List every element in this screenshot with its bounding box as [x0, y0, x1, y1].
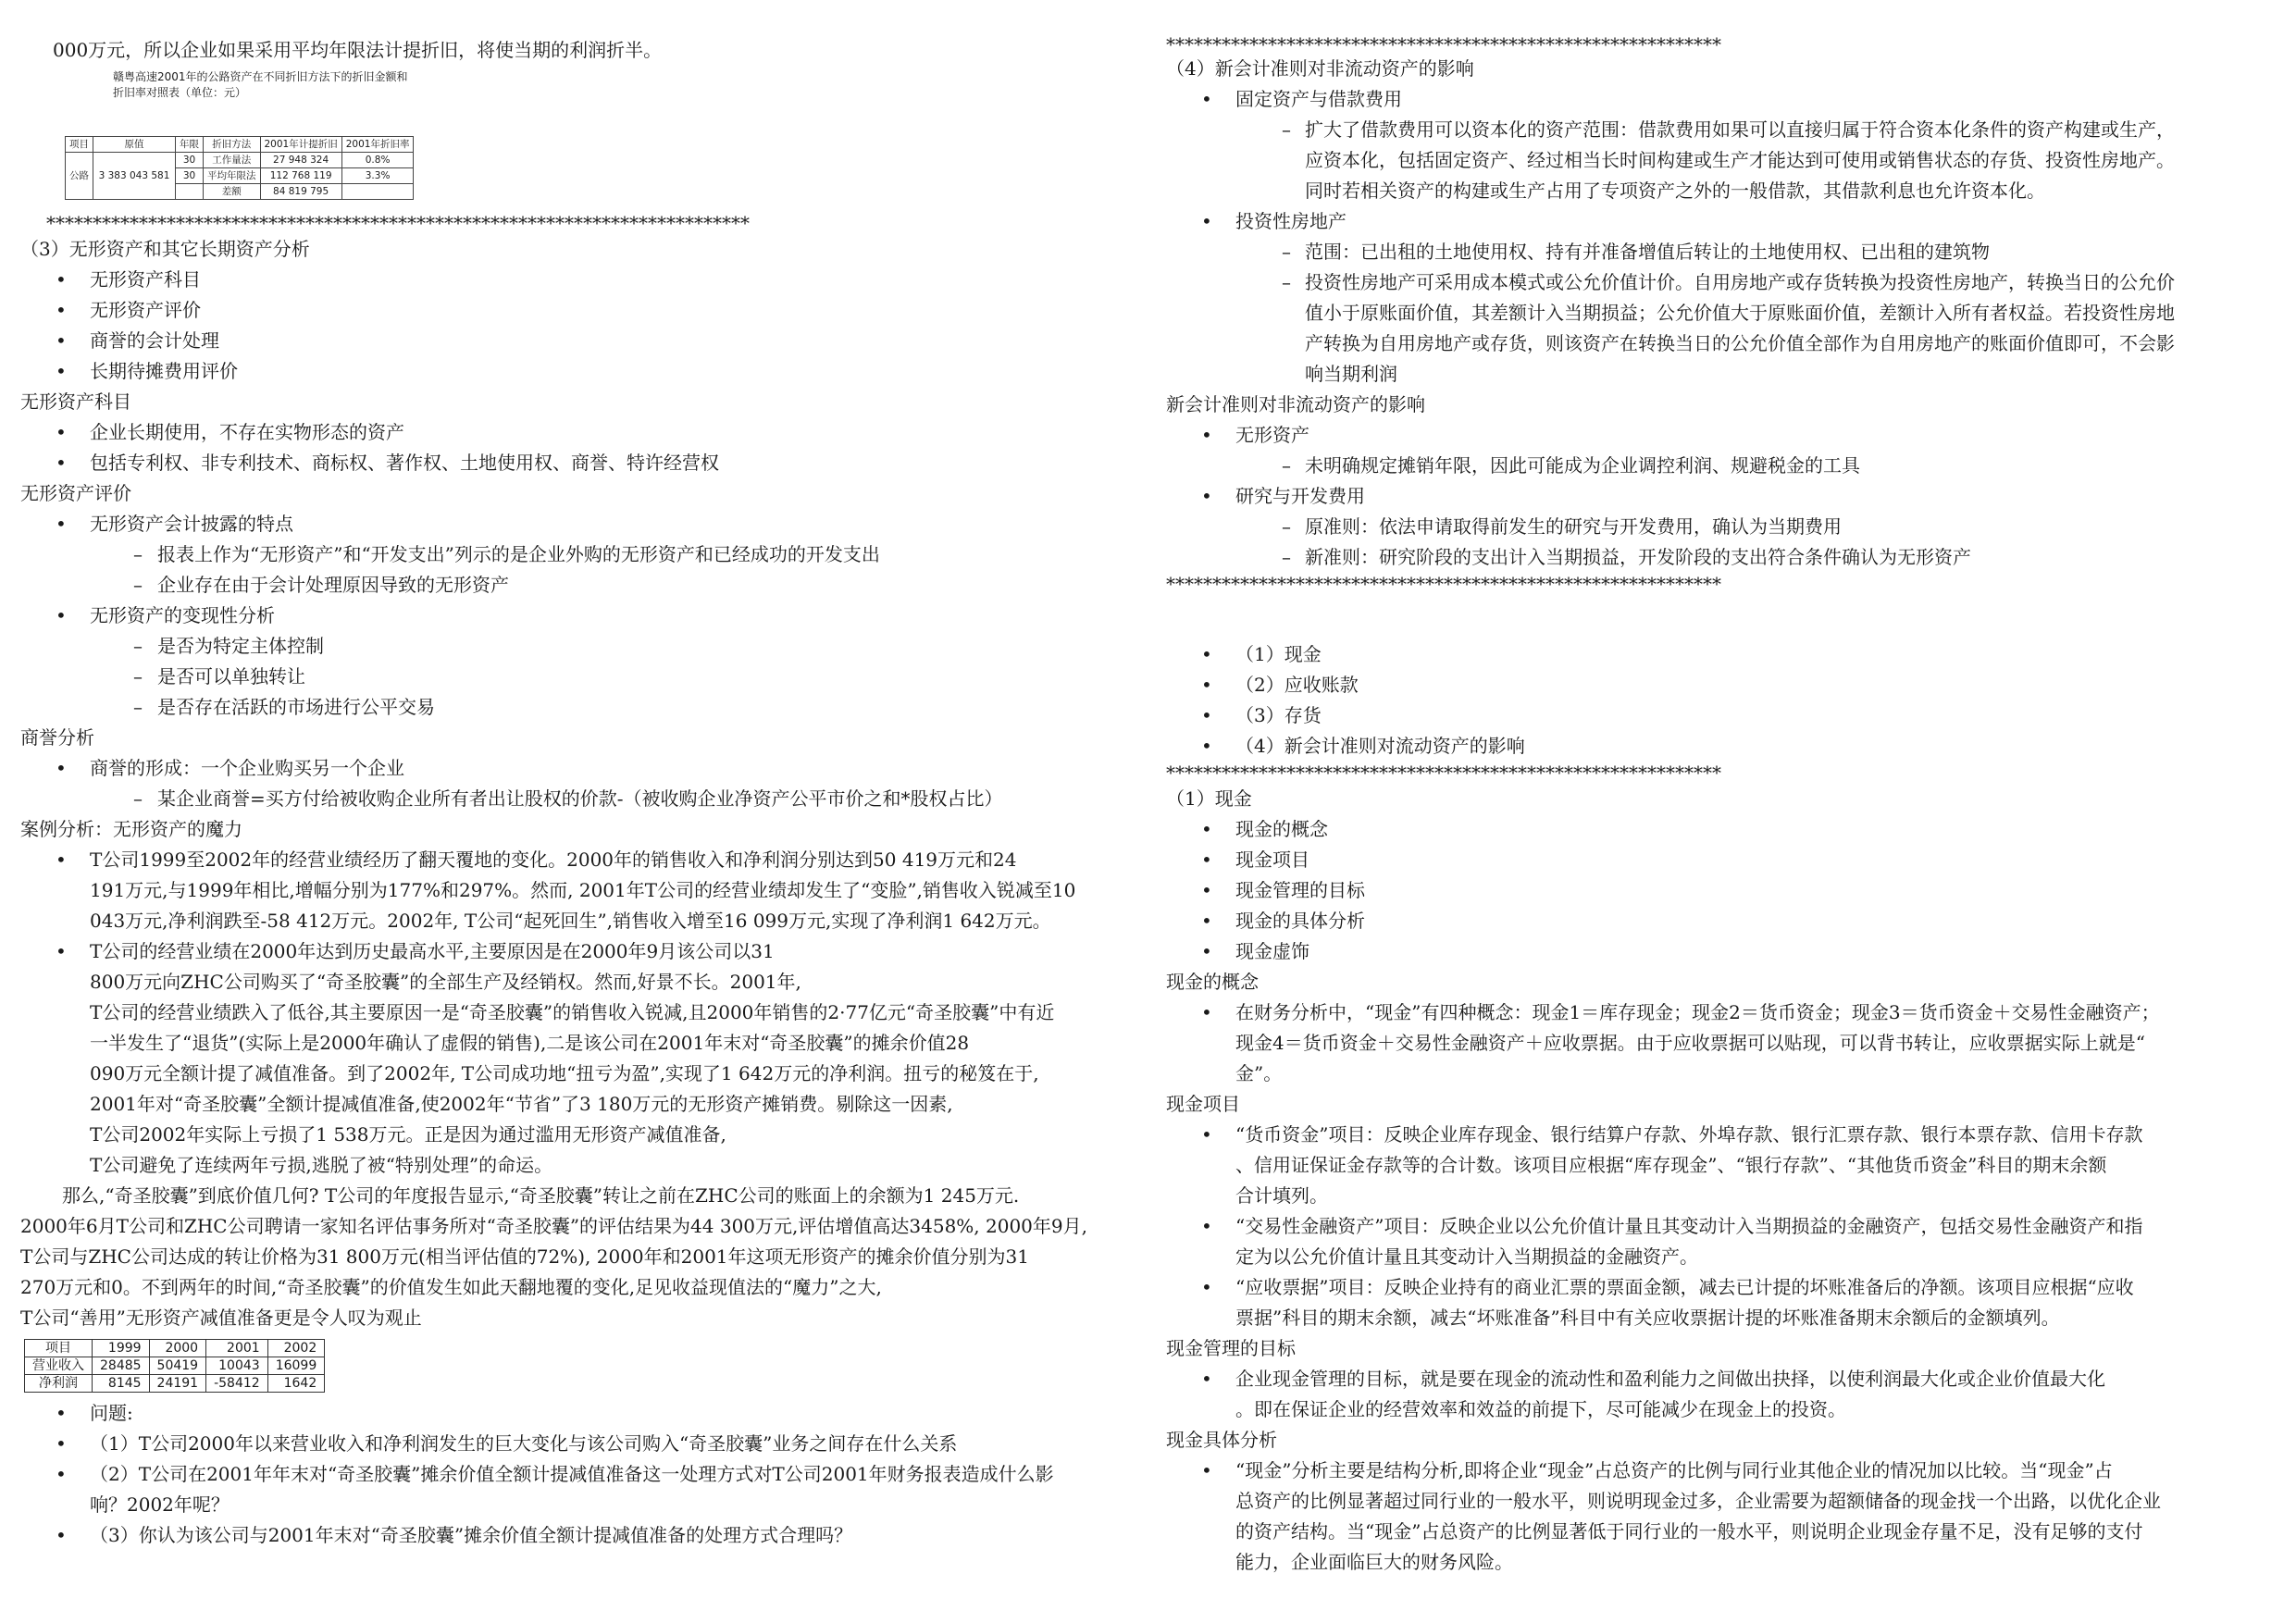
list-item: • 现金的概念 [1166, 814, 2277, 845]
text-line: 同时若相关资产的构建或生产占用了专项资产之外的一般借款，其借款利息也允许资本化。 [1305, 180, 2045, 202]
sub-list-item: – 范围：已出租的土地使用权、持有并准备增值后转让的土地使用权、已出租的建筑物 [1166, 237, 2277, 267]
impact-heading: 新会计准则对非流动资产的影响 [1166, 393, 1425, 415]
text-line: 总资产的比例显著超过同行业的一般水平，则说明现金过多，企业需要为超额储备的现金找一个出路，以优化企业 [1235, 1490, 2161, 1512]
list-item: • 商誉的会计处理 [20, 326, 1126, 356]
list-item: • 无形资产科目 [20, 265, 1126, 295]
list-item: • 现金虚饰 [1166, 936, 2277, 967]
text-line: 合计填列。 [1235, 1184, 1328, 1207]
text-line: T公司“善用”无形资产减值准备更是令人叹为观止 [20, 1307, 422, 1329]
text-line: 270万元和0。不到两年的时间,“奇圣胶囊”的价值发生如此天翻地覆的变化,足见收益现值法的“魔力”之大, [20, 1276, 882, 1298]
list-item: • 现金管理的目标 [1166, 875, 2277, 906]
list-item: • “应收票据”项目：反映企业持有的商业汇票的票面金额，减去已计提的坏账准备后的净额。该项目应根据“应收 [1166, 1272, 2277, 1303]
list-item: • （1）现金 [1166, 639, 2277, 670]
table-row: 项目 1999 2000 2001 2002 [25, 1340, 325, 1357]
list-item: • （3）存货 [1166, 700, 2277, 731]
list-item: • 在财务分析中，“现金”有四种概念：现金1＝库存现金；现金2＝货币资金；现金3＝货币资金＋交易性金融资产； [1166, 997, 2277, 1028]
list-item: • 包括专利权、非专利技术、商标权、著作权、土地使用权、商誉、特许经营权 [20, 448, 1126, 478]
list-item: • （2）应收账款 [1166, 670, 2277, 700]
goal-heading: 现金管理的目标 [1166, 1337, 1296, 1359]
text-line: 043万元,净利润跌至-58 412万元。2002年, T公司“起死回生”,销售收入增至16 099万元,实现了净利润1 642万元。 [90, 910, 1051, 932]
separator-stars: ************************************************************ [1166, 762, 1721, 784]
list-item: • “现金”分析主要是结构分析,即将企业“现金”占总资产的比例与同行业其他企业的情况加以比较。当“现金”占 [1166, 1456, 2277, 1486]
text-line: 票据”科目的期末余额，减去“坏账准备”科目中有关应收票据计提的坏账准备期末余额后的金额填列。 [1235, 1307, 2060, 1329]
case-paragraph-2: • T公司的经营业绩在2000年达到历史最高水平,主要原因是在2000年9月该公司以31 [20, 936, 1126, 967]
list-item: • “货币资金”项目：反映企业库存现金、银行结算户存款、外埠存款、银行汇票存款、银行本票存款、信用卡存款 [1166, 1120, 2277, 1150]
text-line: 一半发生了“退货”(实际上是2000年确认了虚假的销售),二是该公司在2001年末对“奇圣胶囊”的摊余价值28 [90, 1032, 970, 1054]
table-row: 差额 84 819 795 [66, 184, 414, 200]
text-line: 金”。 [1235, 1062, 1283, 1084]
sub-list-item: – 是否可以单独转让 [20, 662, 1126, 692]
text-line: T公司避免了连续两年亏损,逃脱了被“特别处理”的命运。 [90, 1154, 553, 1176]
question-2: • （2）T公司在2001年年末对“奇圣胶囊”摊余价值全额计提减值准备这一处理方式对T公司2001年财务报表造成什么影 [20, 1459, 1126, 1490]
case-paragraph-1: • T公司1999至2002年的经营业绩经历了翻天覆地的变化。2000年的销售收入和净利润分别达到50 419万元和24 [20, 845, 1126, 875]
sub-list-item: – 未明确规定摊销年限，因此可能成为企业调控利润、规避税金的工具 [1166, 451, 2277, 481]
question-3: • （3）你认为该公司与2001年末对“奇圣胶囊”摊余价值全额计提减值准备的处理方式合理吗？ [20, 1520, 1126, 1551]
list-item: • 无形资产的变现性分析 [20, 601, 1126, 631]
table-row: 净利润 8145 24191 -58412 1642 [25, 1375, 325, 1393]
table-row: 营业收入 28485 50419 10043 16099 [25, 1357, 325, 1375]
list-item: • 无形资产会计披露的特点 [20, 509, 1126, 539]
questions-heading: • 问题: [20, 1398, 1126, 1429]
text-line: 定为以公允价值计量且其变动计入当期损益的金融资产。 [1235, 1245, 1698, 1268]
text-line: 响？2002年呢？ [90, 1493, 230, 1516]
list-item: • “交易性金融资产”项目：反映企业以公允价值计量且其变动计入当期损益的金融资产，包括交易性金融资产和指 [1166, 1211, 2277, 1242]
section-title: （3）无形资产和其它长期资产分析 [20, 238, 310, 260]
sub-list-item: – 投资性房地产可采用成本模式或公允价值计价。自用房地产或存货转换为投资性房地产，转换当日的公允价 [1166, 267, 2277, 298]
sub-list-item: – 是否为特定主体控制 [20, 631, 1126, 662]
text-line: 那么,“奇圣胶囊”到底价值几何? T公司的年度报告显示,“奇圣胶囊”转让之前在ZHC公司的账面上的余额为1 245万元. [62, 1184, 1020, 1207]
text-line: T公司2002年实际上亏损了1 538万元。正是因为通过滥用无形资产减值准备, [90, 1123, 726, 1146]
analysis-heading: 现金具体分析 [1166, 1429, 1277, 1451]
goodwill-heading: 商誉分析 [20, 726, 94, 749]
evaluation-heading: 无形资产评价 [20, 482, 131, 504]
sub-list-item: – 报表上作为“无形资产”和“开发支出”列示的是企业外购的无形资产和已经成功的开发支出 [20, 539, 1126, 570]
list-item: • 长期待摊费用评价 [20, 356, 1126, 387]
text-line: 800万元向ZHC公司购买了“奇圣胶囊”的全部生产及经销权。然而,好景不长。2001年, [90, 971, 801, 993]
list-item: • 无形资产评价 [20, 295, 1126, 326]
separator-stars: ************************************************************ [1166, 573, 1721, 595]
table-row: 项目 原值 年限 折旧方法 2001年计提折旧 2001年折旧率 [66, 137, 414, 153]
items-heading: 现金项目 [1166, 1093, 1240, 1115]
sub-list-item: – 新准则：研究阶段的支出计入当期损益，开发阶段的支出符合条件确认为无形资产 [1166, 542, 2277, 573]
text-line: 。即在保证企业的经营效率和效益的前提下，尽可能减少在现金上的投资。 [1235, 1398, 1846, 1420]
text-line: 应资本化，包括固定资产、经过相当长时间构建或生产才能达到可使用或销售状态的存货、投资性房地产。 [1305, 149, 2175, 171]
depreciation-table-block [39, 69, 1126, 208]
text-line: 现金4＝货币资金＋交易性金融资产＋应收票据。由于应收票据可以贴现，可以背书转让，应收票据实际上就是“ [1235, 1032, 2145, 1054]
separator-stars: ************************************************************ [1166, 35, 1721, 54]
list-item: • 无形资产 [1166, 420, 2277, 451]
cash-title: （1）现金 [1166, 787, 1252, 810]
list-item: • 企业长期使用，不存在实物形态的资产 [20, 417, 1126, 448]
text-line: 响当期利润 [1305, 363, 1397, 385]
section-title: （4）新会计准则对非流动资产的影响 [1166, 57, 1474, 80]
case-heading: 案例分析：无形资产的魔力 [20, 818, 242, 840]
depreciation-table-title: 赣粤高速2001年的公路资产在不同折旧方法下的折旧金额和折旧率对照表（单位：元） [113, 70, 408, 99]
sub-list-item: – 原准则：依法申请取得前发生的研究与开发费用，确认为当期费用 [1166, 512, 2277, 542]
table-row: 公路 3 383 043 581 30 工作量法 27 948 324 0.8% [66, 153, 414, 168]
sub-list-item: – 企业存在由于会计处理原因导致的无形资产 [20, 570, 1126, 601]
left-column [20, 35, 1126, 1551]
depreciation-table [65, 136, 414, 200]
text-line: T公司与ZHC公司达成的转让价格为31 800万元(相当评估值的72%), 2000年和2001年这项无形资产的摊余价值分别为31 [20, 1245, 1029, 1268]
text-line: 2001年对“奇圣胶囊”全额计提减值准备,使2002年“节省”了3 180万元的无形资产摊销费。剔除这一因素, [90, 1093, 953, 1115]
text-line: 、信用证保证金存款等的合计数。该项目应根据“库存现金”、“银行存款”、“其他货币资金”科目的期末余额 [1235, 1154, 2107, 1176]
sub-list-item: – 是否存在活跃的市场进行公平交易 [20, 692, 1126, 723]
list-item: • 投资性房地产 [1166, 206, 2277, 237]
spacer [1166, 595, 2277, 639]
right-column [1166, 35, 2277, 1578]
subject-heading: 无形资产科目 [20, 390, 131, 413]
table-row: 30 平均年限法 112 768 119 3.3% [66, 168, 414, 184]
text-line: 产转换为自用房地产或存货，则该资产在转换当日的公允价值全部作为自用房地产的账面价值即可，不会影 [1305, 332, 2175, 354]
list-item: • 研究与开发费用 [1166, 481, 2277, 512]
text-line: 191万元,与1999年相比,增幅分别为177%和297%。然而, 2001年T公司的经营业绩却发生了“变脸”,销售收入锐减至10 [90, 879, 1076, 901]
text-line: T公司的经营业绩跌入了低谷,其主要原因一是“奇圣胶囊”的销售收入锐减,且2000年销售的2·77亿元“奇圣胶囊”中有近 [90, 1001, 1055, 1023]
sub-list-item: – 扩大了借款费用可以资本化的资产范围：借款费用如果可以直接归属于符合资本化条件的资产构建或生产， [1166, 115, 2277, 145]
question-1: • （1）T公司2000年以来营业收入和净利润发生的巨大变化与该公司购入“奇圣胶囊”业务之间存在什么关系 [20, 1429, 1126, 1459]
text-line: 能力，企业面临巨大的财务风险。 [1235, 1551, 1513, 1573]
intro-line: 000万元，所以企业如果采用平均年限法计提折旧，将使当期的利润折半。 [53, 39, 663, 61]
list-item: • 企业现金管理的目标，就是要在现金的流动性和盈利能力之间做出抉择，以使利润最大化或企业价值最大化 [1166, 1364, 2277, 1394]
separator-stars: **************************************************************************** [46, 212, 750, 234]
text-line: 的资产结构。当“现金”占总资产的比例显著低于同行业的一般水平，则说明企业现金存量不足，没有足够的支付 [1235, 1520, 2143, 1542]
company-data-table [24, 1339, 325, 1393]
text-line: 2000年6月T公司和ZHC公司聘请一家知名评估事务所对“奇圣胶囊”的评估结果为44 300万元,评估增值高达3458%, 2000年9月, [20, 1215, 1087, 1237]
sub-list-item: – 某企业商誉=买方付给被收购企业所有者出让股权的价款-（被收购企业净资产公平市价之和*股权占比） [20, 784, 1126, 814]
text-line: 值小于原账面价值，其差额计入当期损益；公允价值大于原账面价值，差额计入所有者权益。若投资性房地 [1305, 302, 2175, 324]
list-item: • （4）新会计准则对流动资产的影响 [1166, 731, 2277, 762]
list-item: • 固定资产与借款费用 [1166, 84, 2277, 115]
text-line: 090万元全额计提了减值准备。到了2002年, T公司成功地“扭亏为盈”,实现了1 642万元的净利润。扭亏的秘笈在于, [90, 1062, 1039, 1084]
concept-heading: 现金的概念 [1166, 971, 1259, 993]
list-item: • 现金项目 [1166, 845, 2277, 875]
list-item: • 现金的具体分析 [1166, 906, 2277, 936]
list-item: • 商誉的形成：一个企业购买另一个企业 [20, 753, 1126, 784]
